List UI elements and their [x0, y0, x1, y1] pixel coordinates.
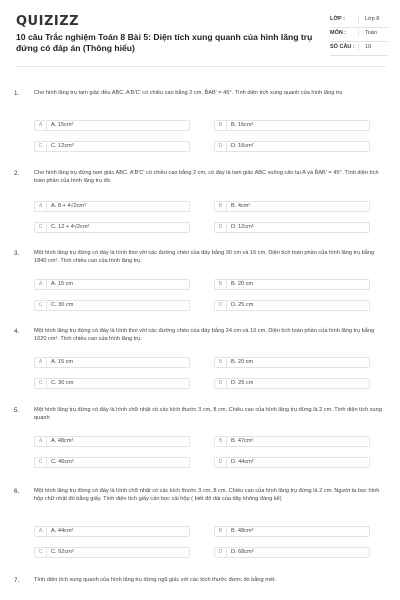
meta-value: Lớp 8	[358, 16, 388, 23]
option-letter: A	[35, 280, 47, 289]
option-b[interactable]	[214, 526, 370, 537]
option-text: A. 15 cm	[51, 281, 74, 287]
option-text: A. 15cm²	[51, 122, 74, 128]
option-text: C. 30 cm	[51, 302, 74, 308]
option-text: A. 48cm²	[51, 438, 74, 444]
option-text: C. 92cm²	[51, 549, 74, 555]
option-text: B. 48cm²	[231, 528, 254, 534]
option-letter: A	[35, 358, 47, 367]
option-text: D. 12cm²	[231, 224, 254, 230]
question-text: Tính diện tích xung quanh của hình lăng trụ đứng ngũ giác với các kích thước được đo bằng mét.	[34, 577, 277, 583]
question-number: 5.	[14, 407, 20, 414]
option-letter: D	[215, 301, 227, 310]
header-divider	[16, 66, 386, 67]
quizizz-logo: QUIZIZZ	[16, 14, 80, 29]
meta-panel	[330, 14, 388, 56]
question-number: 2.	[14, 170, 20, 177]
option-text: C. 46cm²	[51, 459, 74, 465]
option-b[interactable]	[214, 279, 370, 290]
option-letter: B	[215, 202, 227, 211]
option-a[interactable]	[34, 436, 190, 447]
option-b[interactable]	[214, 201, 370, 212]
option-letter: B	[215, 437, 227, 446]
option-letter: C	[35, 458, 47, 467]
option-text: D. 44cm²	[231, 459, 254, 465]
question-text: Một hình lăng trụ đứng có đáy là hình thoi với các đường chéo của đáy bằng 24 cm và 10 cm. Diện tích toàn phần của hình lăng trụ bằng 1020 cm². Tính chiều cao của hình lăng trụ.	[34, 328, 375, 342]
question-text: Cho hình lăng trụ tam giác đều ABC. A'B'C' có chiều cao bằng 2 cm, B̂AB' = 45°. Tính diện tích xung quanh của hình lăng trụ	[34, 90, 343, 96]
meta-label: SỐ CÂU :	[330, 44, 355, 50]
option-text: C. 30 cm	[51, 380, 74, 386]
option-c[interactable]	[34, 222, 190, 233]
option-text: B. 20 cm	[231, 281, 254, 287]
option-a[interactable]	[34, 120, 190, 131]
option-text: D. 25 cm	[231, 380, 254, 386]
option-text: C. 12cm²	[51, 143, 74, 149]
option-letter: D	[215, 379, 227, 388]
meta-value: 10	[358, 44, 388, 51]
option-text: A. 15 cm	[51, 359, 74, 365]
question-number: 1.	[14, 90, 20, 97]
option-letter: A	[35, 437, 47, 446]
option-c[interactable]	[34, 141, 190, 152]
option-letter: C	[35, 548, 47, 557]
question-text: Cho hình lăng trụ đứng tam giác ABC. A'B'C' có chiều cao bằng 2 cm, có đáy là tam giác ABC vuông cân tại A và B̂AB' = 45°. Tính diện tích toàn phần của hình lăng trụ đó.	[34, 170, 379, 184]
option-letter: B	[215, 527, 227, 536]
option-letter: D	[215, 223, 227, 232]
option-text: D. 68cm²	[231, 549, 254, 555]
meta-label: MÔN :	[330, 30, 347, 36]
option-text: B. 4cm²	[231, 203, 251, 209]
option-text: A. 44cm²	[51, 528, 74, 534]
option-d[interactable]	[214, 141, 370, 152]
option-d[interactable]	[214, 222, 370, 233]
option-letter: A	[35, 202, 47, 211]
option-text: D. 16cm²	[231, 143, 254, 149]
option-b[interactable]	[214, 436, 370, 447]
question-number: 6.	[14, 488, 20, 495]
meta-value: Toán	[358, 30, 388, 37]
question-text: Một hình lăng trụ đứng có đáy là hình chữ nhật có các kích thước 3 cm, 8 cm. Chiều cao của hình lăng trụ đứng là 2 cm. Người ta bọc hình hộp chữ nhật đó bằng giấy. Tính diện tích giấy cần bọc cái hộp ( biết độ dài của dây không đáng kể)	[34, 488, 380, 502]
meta-row-class	[330, 14, 388, 28]
question-text: Một hình lăng trụ đứng có đáy là hình chữ nhật có các kích thước 3 cm, 8 cm. Chiều cao của hình lăng trụ đứng là 2 cm. Tính diện tích xung quanh	[34, 407, 382, 421]
option-d[interactable]	[214, 547, 370, 558]
meta-label: LỚP :	[330, 16, 345, 22]
question-number: 7.	[14, 577, 20, 584]
meta-row-count	[330, 42, 388, 56]
option-letter: C	[35, 379, 47, 388]
option-text: B. 16cm²	[231, 122, 254, 128]
option-letter: B	[215, 121, 227, 130]
option-text: B. 47cm²	[231, 438, 254, 444]
option-a[interactable]	[34, 279, 190, 290]
option-c[interactable]	[34, 547, 190, 558]
option-b[interactable]	[214, 120, 370, 131]
option-letter: C	[35, 142, 47, 151]
option-text: B. 20 cm	[231, 359, 254, 365]
option-a[interactable]	[34, 357, 190, 368]
option-c[interactable]	[34, 457, 190, 468]
option-letter: D	[215, 458, 227, 467]
option-a[interactable]	[34, 526, 190, 537]
option-letter: C	[35, 223, 47, 232]
option-letter: A	[35, 121, 47, 130]
question-number: 3.	[14, 250, 20, 257]
option-d[interactable]	[214, 457, 370, 468]
option-letter: C	[35, 301, 47, 310]
option-d[interactable]	[214, 378, 370, 389]
option-letter: B	[215, 280, 227, 289]
option-text: C. 12 + 4√2cm²	[51, 224, 90, 230]
question-text: Một hình lăng trụ đứng có đáy là hình thoi với các đường chéo của đáy bằng 30 cm và 16 cm. Diện tích toàn phần của hình lăng trụ bằng 1840 cm². Tính chiều cao của hình lăng trụ.	[34, 250, 375, 264]
option-c[interactable]	[34, 378, 190, 389]
page-title: 10 câu Trắc nghiệm Toán 8 Bài 5: Diện tích xung quanh của hình lăng trụ đứng có đáp án (Thông hiểu)	[16, 32, 313, 53]
option-d[interactable]	[214, 300, 370, 311]
option-a[interactable]	[34, 201, 190, 212]
option-letter: D	[215, 142, 227, 151]
question-number: 4.	[14, 328, 20, 335]
option-letter: A	[35, 527, 47, 536]
option-text: D. 25 cm	[231, 302, 254, 308]
option-b[interactable]	[214, 357, 370, 368]
option-letter: D	[215, 548, 227, 557]
option-c[interactable]	[34, 300, 190, 311]
option-letter: B	[215, 358, 227, 367]
option-text: A. 8 + 4√2cm²	[51, 203, 86, 209]
meta-row-subject	[330, 28, 388, 42]
